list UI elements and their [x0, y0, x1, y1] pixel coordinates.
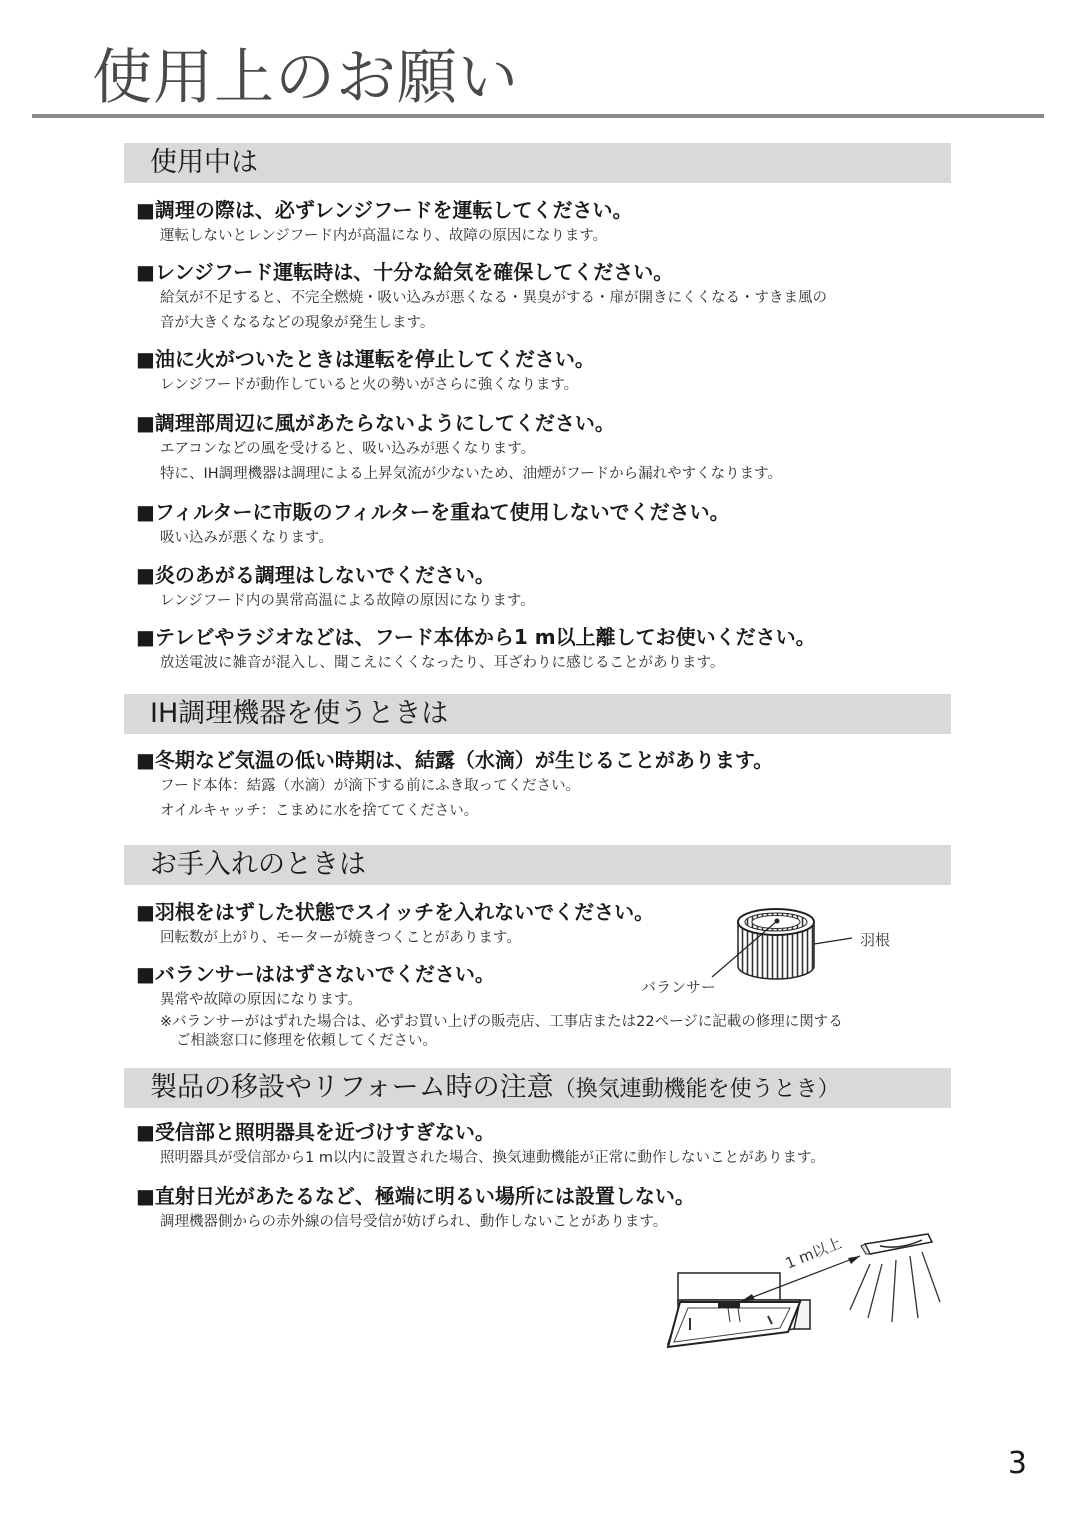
caution-body: 音が大きくなるなどの現象が発生します。 — [160, 315, 435, 331]
caution-body: レンジフード内の異常高温による故障の原因になります。 — [160, 593, 535, 609]
caution-item — [136, 196, 633, 249]
caution-heading: ■受信部と照明器具を近づけすぎない。 — [136, 1120, 495, 1144]
caution-item — [136, 561, 535, 614]
caution-heading: ■フィルターに市販のフィルターを重ねて使用しないでください。 — [136, 500, 730, 524]
caution-heading: ■直射日光があたるなど、極端に明るい場所には設置しない。 — [136, 1184, 695, 1208]
caution-heading: ■羽根をはずした状態でスイッチを入れないでください。 — [136, 900, 655, 924]
caution-body: 特に、IH調理機器は調理による上昇気流が少ないため、油煙がフードから漏れやすくなります。 — [160, 466, 783, 482]
section-heading-maintenance: お手入れのときは — [124, 845, 951, 885]
caution-item — [136, 746, 773, 824]
page-number: 3 — [1007, 1446, 1027, 1481]
caution-body: 給気が不足すると、不完全燃焼・吸い込みが悪くなる・異臭がする・扉が開きにくくなる・すきま風の — [160, 290, 827, 306]
caution-body: エアコンなどの風を受けると、吸い込みが悪くなります。 — [160, 441, 536, 457]
section-heading-ih: IH調理機器を使うときは — [124, 694, 951, 734]
caution-body: 調理機器側からの赤外線の信号受信が妨げられ、動作しないことがあります。 — [160, 1214, 668, 1230]
caution-heading: ■油に火がついたときは運転を停止してください。 — [136, 347, 595, 371]
caution-item — [136, 1182, 695, 1235]
note-line: ご相談窓口に修理を依頼してください。 — [176, 1033, 437, 1049]
caution-item — [136, 623, 816, 676]
caution-body: フード本体：結露（水滴）が滴下する前にふき取ってください。 — [160, 778, 581, 794]
caution-item — [136, 498, 730, 551]
section-heading-relocation — [124, 1068, 951, 1108]
caution-heading: ■炎のあがる調理はしないでください。 — [136, 563, 495, 587]
caution-heading: ■調理部周辺に風があたらないようにしてください。 — [136, 411, 615, 435]
balancer-label: バランサー — [641, 978, 717, 996]
caution-body: 回転数が上がり、モーターが焼きつくことがあります。 — [160, 930, 521, 946]
caution-item — [136, 258, 827, 336]
caution-item — [136, 409, 782, 487]
distance-label: 1 m以上 — [782, 1233, 845, 1273]
caution-body: 吸い込みが悪くなります。 — [160, 530, 333, 546]
caution-heading: ■レンジフード運転時は、十分な給気を確保してください。 — [136, 260, 674, 284]
caution-heading: ■冬期など気温の低い時期は、結露（水滴）が生じることがあります。 — [136, 748, 774, 772]
title-rule — [32, 114, 1044, 118]
caution-item — [136, 345, 595, 398]
section-title: 製品の移設やリフォーム時の注意 — [150, 1072, 554, 1103]
caution-item — [136, 898, 654, 951]
section-subtitle: （換気連動機能を使うとき） — [553, 1077, 840, 1102]
caution-note — [136, 1013, 843, 1051]
caution-body: 放送電波に雑音が混入し、聞こえにくくなったり、耳ざわりに感じることがあります。 — [160, 655, 725, 671]
caution-heading: ■バランサーははずさないでください。 — [136, 962, 495, 986]
fan-label: 羽根 — [860, 931, 891, 949]
caution-body: 照明器具が受信部から1 m以内に設置された場合、換気連動機能が正常に動作しないことがあります。 — [160, 1150, 825, 1166]
page-title: 使用上のお願い — [92, 43, 519, 113]
caution-heading: ■テレビやラジオなどは、フード本体から1 m以上離してお使いください。 — [136, 625, 816, 649]
caution-item — [136, 1118, 825, 1171]
caution-body: オイルキャッチ：こまめに水を捨ててください。 — [160, 803, 479, 819]
caution-body: 運転しないとレンジフード内が高温になり、故障の原因になります。 — [160, 228, 608, 244]
caution-body: 異常や故障の原因になります。 — [160, 992, 362, 1008]
caution-heading: ■調理の際は、必ずレンジフードを運転してください。 — [136, 198, 633, 222]
section-heading-in-use: 使用中は — [124, 143, 951, 183]
caution-body: レンジフードが動作していると火の勢いがさらに強くなります。 — [160, 377, 579, 393]
note-line: ※バランサーがはずれた場合は、必ずお買い上げの販売店、工事店または22ページに記載の修理に関する — [160, 1014, 843, 1030]
